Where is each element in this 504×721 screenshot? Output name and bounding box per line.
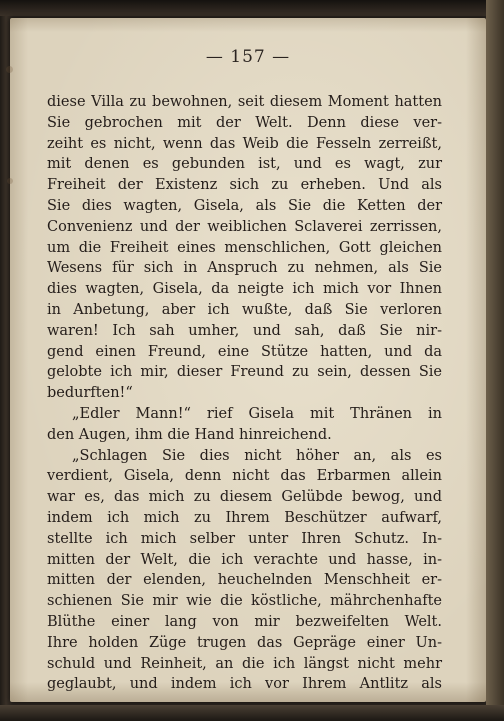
text-line: waren! Ich sah umher, und sah, daß Sie nir- [47, 322, 442, 339]
text-line: Freiheit der Existenz sich zu erheben. Und als [47, 177, 442, 194]
text-line: dies wagten, Gisela, da neigte ich mich vor Ihnen [47, 281, 442, 298]
text-line: Ihre holden Züge trugen das Gepräge einer Un- [47, 634, 442, 651]
text-line: um die Freiheit eines menschlichen, Gott gleichen [47, 239, 442, 256]
scan-top-border [0, 0, 504, 16]
text-line: Convenienz und der weiblichen Sclaverei zerrissen, [47, 218, 442, 235]
text-line: mitten der Welt, die ich verachte und hasse, in- [47, 551, 442, 568]
text-line: stellte ich mich selber unter Ihren Schutz. In- [47, 530, 442, 547]
body-text [47, 92, 442, 695]
text-line: indem ich mich zu Ihrem Beschützer aufwarf, [47, 509, 442, 526]
scan-bottom-border [0, 705, 504, 721]
text-line: schuld und Reinheit, an die ich längst nicht mehr [47, 655, 442, 672]
text-line: zeiht es nicht, wenn das Weib die Fesseln zerreißt, [47, 135, 442, 152]
text-line: Wesens für sich in Anspruch zu nehmen, als Sie [47, 260, 442, 277]
book-page-edge [486, 0, 504, 721]
text-line: schienen Sie mir wie die köstliche, mährchenhafte [47, 593, 442, 610]
text-line: „Schlagen Sie dies nicht höher an, als es [72, 447, 442, 464]
text-line: in Anbetung, aber ich wußte, daß Sie verloren [47, 301, 442, 318]
text-line: Sie dies wagten, Gisela, als Sie die Ketten der [47, 197, 442, 214]
text-line: den Augen, ihm die Hand hinreichend. [47, 426, 332, 443]
text-line: Sie gebrochen mit der Welt. Denn diese ver- [47, 114, 442, 131]
text-line: war es, das mich zu diesem Gelübde bewog, und [47, 489, 442, 506]
text-line: gelobte ich mir, dieser Freund zu sein, dessen Sie [47, 364, 442, 381]
text-line: Blüthe einer lang von mir bezweifelten Welt. [47, 613, 442, 630]
text-line: bedurften!“ [47, 385, 133, 402]
paper-stain [6, 66, 13, 73]
text-line: „Edler Mann!“ rief Gisela mit Thränen in [72, 405, 442, 422]
text-line: gend einen Freund, eine Stütze hatten, und da [47, 343, 442, 360]
text-line: verdient, Gisela, denn nicht das Erbarmen allein [47, 468, 442, 485]
text-line: mit denen es gebunden ist, und es wagt, zur [47, 156, 442, 173]
text-line: diese Villa zu bewohnen, seit diesem Moment hatten [47, 94, 442, 110]
book-page [10, 18, 486, 702]
text-line: geglaubt, und indem ich vor Ihrem Antlitz als [47, 676, 442, 693]
paper-stain [7, 178, 13, 184]
text-line: mitten der elenden, heuchelnden Menschheit er- [47, 572, 442, 589]
page-number: — 157 — [205, 47, 291, 67]
